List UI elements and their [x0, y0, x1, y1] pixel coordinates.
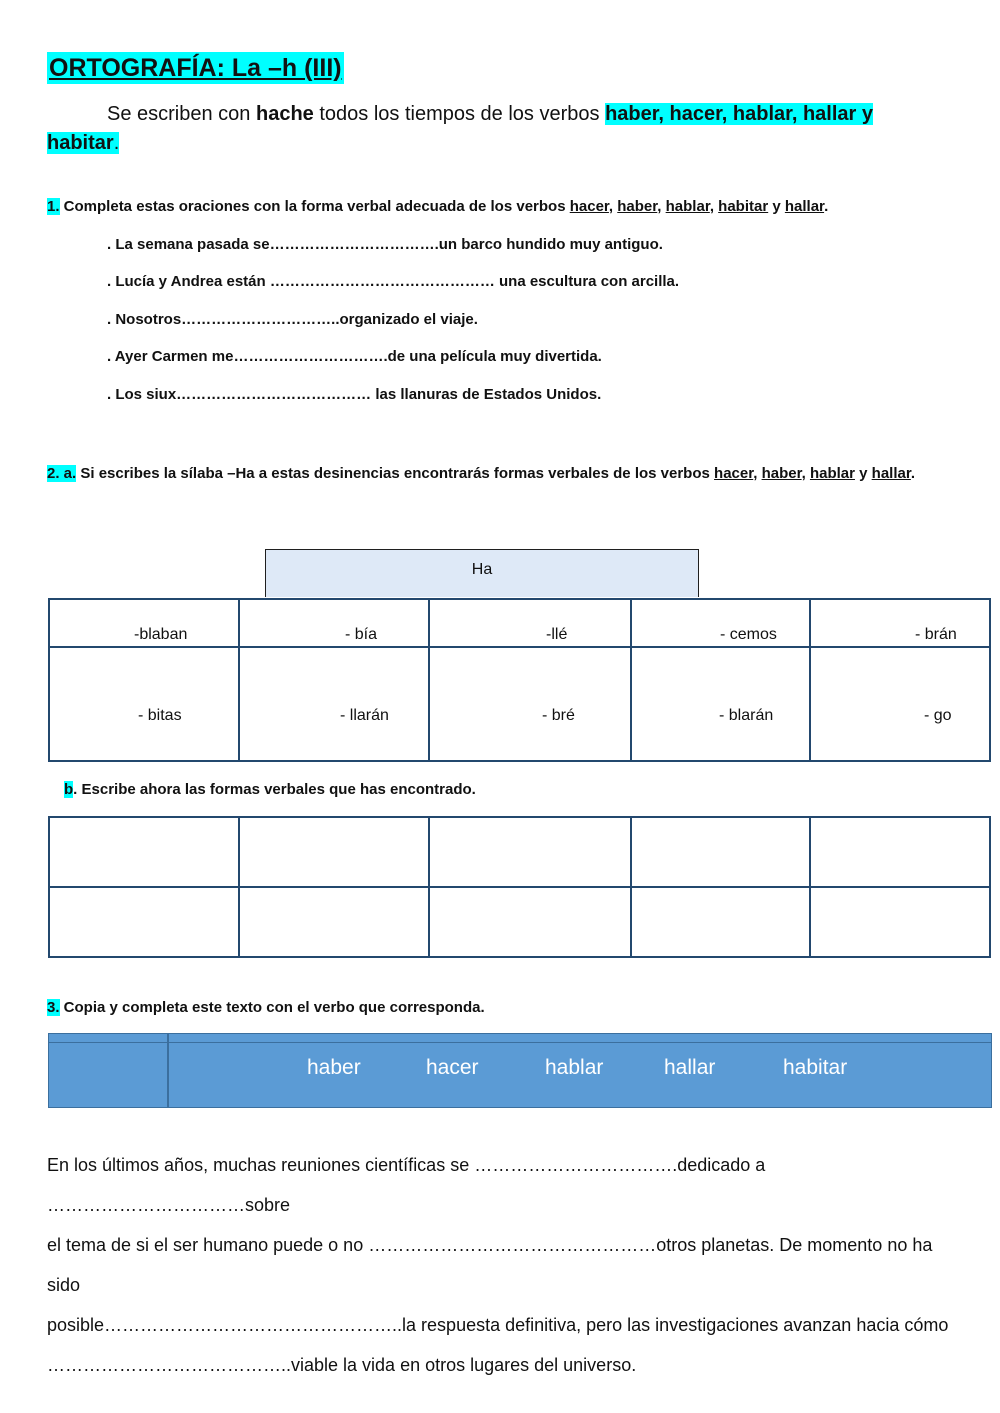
syllable-cell: -llé [429, 599, 631, 647]
sentence-1[interactable]: . La semana pasada se…………………………….un barco hundido muy antiguo. [107, 236, 663, 253]
answer-cell[interactable] [631, 887, 810, 957]
separator: , [608, 198, 618, 215]
question-1-heading [47, 197, 967, 217]
verb-hallar: hallar [871, 465, 911, 482]
question-1-text: Completa estas oraciones con la forma verbal adecuada de los verbos [59, 198, 570, 215]
syllable-cell: - brán [810, 599, 990, 647]
table-row [49, 647, 990, 761]
syllable-cell: -blaban [49, 599, 239, 647]
syllable-cell: - blarán [631, 647, 810, 761]
question-2b-text: . Escribe ahora las formas verbales que has encontrado. [73, 781, 476, 798]
table-row [49, 817, 990, 887]
separator: , [801, 465, 810, 482]
sentence-5[interactable]: . Los siux………………………………… las llanuras de Estados Unidos. [107, 386, 602, 403]
intro-end: . [113, 132, 120, 154]
separator: , [753, 465, 762, 482]
question-2a-number: 2. a. [47, 465, 77, 482]
verb-bank-habitar: habitar [783, 1056, 848, 1079]
question-1-number: 1. [47, 198, 60, 215]
verb-haber: haber [617, 198, 658, 215]
separator: , [657, 198, 666, 215]
answer-table [48, 816, 991, 958]
verb-hablar: hablar [809, 465, 855, 482]
question-2b-letter: b [64, 781, 74, 798]
cloze-passage [47, 1145, 957, 1385]
passage-line[interactable]: …………………………………..viable la vida en otros lugares del universo. [47, 1355, 637, 1375]
syllable-cell: - bitas [49, 647, 239, 761]
answer-cell[interactable] [429, 817, 631, 887]
table-row [49, 599, 990, 647]
syllable-cell: - bía [239, 599, 429, 647]
syllable-header-ha: Ha [265, 549, 699, 597]
syllable-cell: - go [810, 647, 990, 761]
answer-cell[interactable] [239, 887, 429, 957]
separator: , [709, 198, 719, 215]
intro-highlighted-verbs: haber, hacer, hablar, hallar y habitar [47, 103, 873, 154]
verb-hallar: hallar [784, 198, 825, 215]
verb-bank-haber: haber [307, 1056, 361, 1079]
question-2a-heading [47, 462, 947, 486]
question-2a-text: Si escribes la sílaba –Ha a estas desinencias encontrarás formas verbales de los verbos [76, 465, 715, 482]
separator: y [854, 465, 872, 482]
verb-habitar: habitar [718, 198, 769, 215]
answer-cell[interactable] [49, 887, 239, 957]
answer-cell[interactable] [239, 817, 429, 887]
verb-hablar: hablar [665, 198, 710, 215]
sentence-2[interactable]: . Lucía y Andrea están ……………………………………… una escultura con arcilla. [107, 273, 680, 290]
passage-line[interactable]: el tema de si el ser humano puede o no …………………………………………otros planetas. De momento no ha sido [47, 1235, 933, 1295]
intro-text-mid: todos los tiempos de los verbos [313, 103, 606, 125]
page-title: ORTOGRAFÍA: La –h (III) [49, 54, 342, 82]
verb-bank-hallar: hallar [664, 1056, 716, 1079]
sentence-4[interactable]: . Ayer Carmen me………………………….de una película muy divertida. [107, 348, 602, 365]
separator: y [768, 198, 785, 215]
syllable-cell: - llarán [239, 647, 429, 761]
sentence-3[interactable]: . Nosotros…………………………..organizado el viaje. [107, 311, 478, 328]
intro-bold-word: hache [255, 103, 314, 125]
answer-cell[interactable] [631, 817, 810, 887]
syllable-cell: - cemos [631, 599, 810, 647]
verb-bank-divider [167, 1034, 169, 1107]
verb-bank-hablar: hablar [545, 1056, 604, 1079]
period: . [824, 198, 829, 215]
passage-line[interactable]: En los últimos años, muchas reuniones científicas se …………………………….dedicado a ……………………………sobre [47, 1155, 766, 1215]
answer-cell[interactable] [429, 887, 631, 957]
verb-hacer: hacer [714, 465, 754, 482]
verb-bank [48, 1033, 992, 1108]
verb-bank-top-strip [49, 1034, 991, 1043]
answer-cell[interactable] [49, 817, 239, 887]
verb-hacer: hacer [569, 198, 609, 215]
intro-text-start: Se escriben con [107, 103, 256, 125]
period: . [910, 465, 916, 482]
syllable-cell: - bré [429, 647, 631, 761]
syllable-table [48, 598, 991, 762]
question-2b-heading [64, 780, 476, 800]
question-3-text: Copia y completa este texto con el verbo que corresponda. [59, 999, 485, 1016]
verb-haber: haber [761, 465, 802, 482]
answer-cell[interactable] [810, 887, 990, 957]
intro-paragraph [47, 100, 947, 158]
passage-line[interactable]: posible…………………………………………..la respuesta definitiva, pero las investigaciones avanzan hacia cómo [47, 1315, 949, 1335]
question-3-number: 3. [47, 999, 60, 1016]
table-row [49, 887, 990, 957]
answer-cell[interactable] [810, 817, 990, 887]
question-3-heading [47, 998, 485, 1018]
verb-bank-hacer: hacer [426, 1056, 479, 1079]
